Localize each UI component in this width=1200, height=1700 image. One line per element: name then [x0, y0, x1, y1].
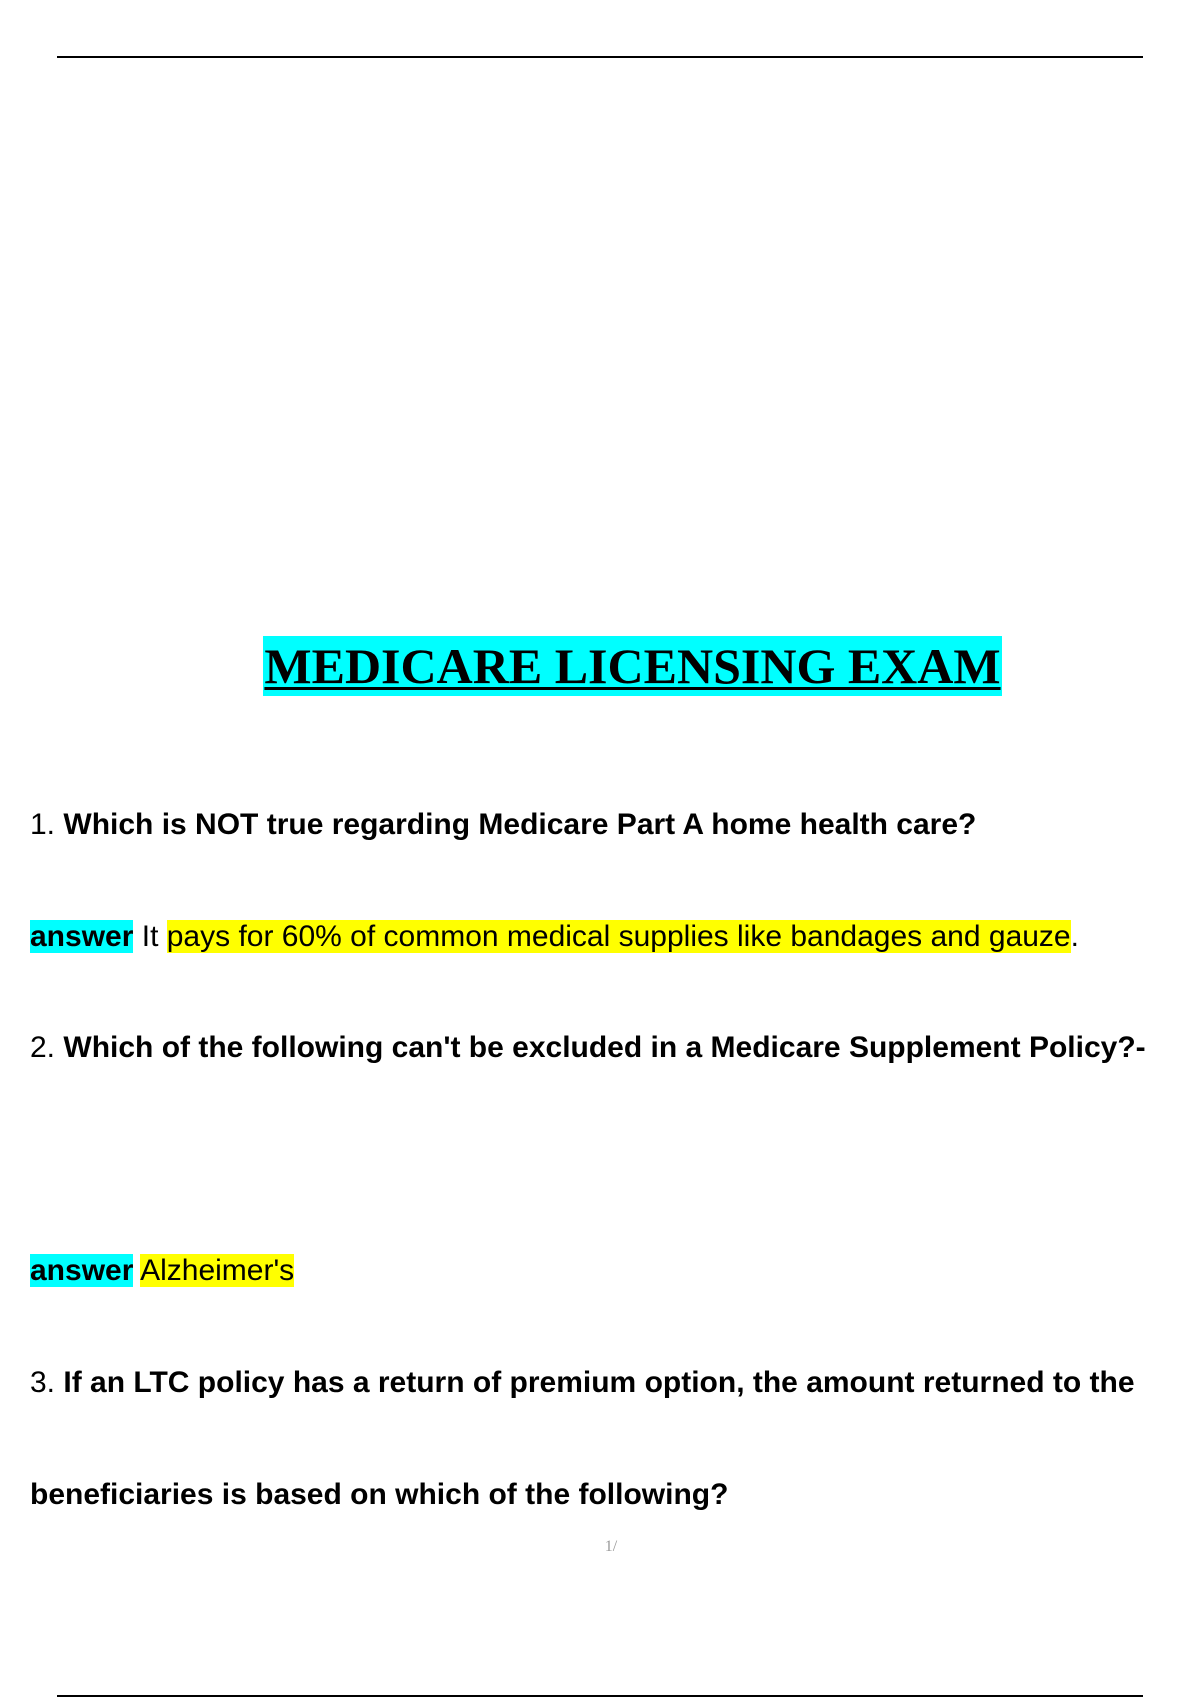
page-number: 1/	[604, 1538, 618, 1555]
answer-2-tag: answer	[30, 1254, 134, 1287]
title-block	[0, 636, 1200, 696]
question-3-text-line2: beneficiaries is based on which of the following?	[30, 1478, 729, 1511]
question-2	[30, 1029, 1146, 1067]
question-2-number: 2.	[30, 1031, 56, 1064]
question-2-text: Which of the following can't be excluded in a Medicare Supplement Policy?-	[63, 1031, 1146, 1064]
answer-2-text: Alzheimer's	[140, 1254, 295, 1287]
answer-2	[30, 1252, 294, 1290]
answer-1-suffix: .	[1070, 920, 1079, 953]
question-3	[30, 1364, 1135, 1402]
answer-1-prefix: It	[141, 920, 159, 953]
question-1	[30, 806, 976, 844]
question-1-text: Which is NOT true regarding Medicare Part A home health care?	[63, 808, 977, 841]
answer-1	[30, 918, 1079, 956]
question-3-text-line1: If an LTC policy has a return of premium option, the amount returned to the	[63, 1366, 1135, 1399]
answer-1-text: pays for 60% of common medical supplies like bandages and gauze	[166, 920, 1071, 953]
document-title: MEDICARE LICENSING EXAM	[264, 638, 1001, 694]
top-rule	[57, 56, 1143, 58]
question-3-number: 3.	[30, 1366, 56, 1399]
question-1-number: 1.	[30, 808, 56, 841]
question-3-continued	[30, 1476, 728, 1514]
bottom-rule	[57, 1695, 1143, 1697]
answer-1-tag: answer	[30, 920, 134, 953]
